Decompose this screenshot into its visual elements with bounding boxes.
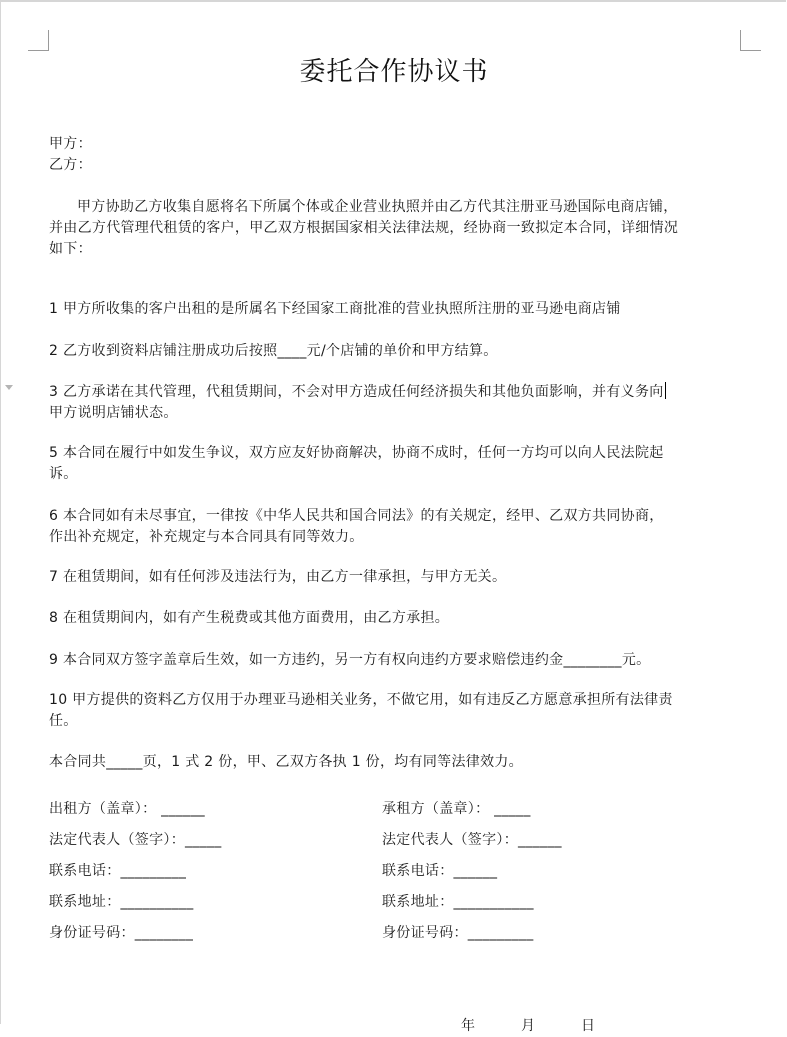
clause-5[interactable] [49, 443, 749, 485]
party-b-label[interactable]: 乙方： [49, 157, 92, 173]
clause-line: 7 在租赁期间，如有任何涉及违法行为，由乙方一律承担，与甲方无关。 [49, 569, 507, 585]
clause-7[interactable] [49, 567, 749, 588]
date-year-label: 年 [461, 1018, 475, 1034]
clause-2[interactable] [49, 341, 749, 362]
copies-statement[interactable]: 本合同共_____页，1 式 2 份，甲、乙双方各执 1 份，均有同等法律效力。 [49, 754, 523, 770]
clause-line: 作出补充规定，补充规定与本合同具有同等效力。 [49, 529, 364, 545]
clause-line-with-caret [49, 382, 749, 403]
clause-line: 6 本合同如有未尽事宜，一律按《中华人民共和国合同法》的有关规定，经甲、乙双方共同协商， [49, 508, 664, 524]
clause-line: 诉。 [49, 466, 78, 482]
date-month-label: 月 [521, 1018, 535, 1034]
lessee-address[interactable]: 联系地址：___________ [382, 894, 534, 910]
date-day-label: 日 [581, 1018, 595, 1034]
clause-10[interactable] [49, 690, 749, 732]
crop-mark-top-left [28, 30, 49, 51]
intro-line: 并由乙方代管理代租赁的客户，甲乙双方根据国家相关法律法规，经协商一致拟定本合同，详细情况 [49, 220, 679, 236]
clause-line: 任。 [49, 713, 78, 729]
lessee-phone[interactable]: 联系电话：______ [382, 863, 498, 879]
lessor-phone[interactable]: 联系电话：_________ [49, 863, 187, 879]
clause-line: 3 乙方承诺在其代管理，代租赁期间，不会对甲方造成任何经济损失和其他负面影响，并有义务向 [49, 384, 664, 400]
lessee-id-number[interactable]: 身份证号码：_________ [382, 925, 534, 941]
party-a-label[interactable]: 甲方： [49, 136, 92, 152]
lessor-address[interactable]: 联系地址：__________ [49, 894, 194, 910]
lessor-seal[interactable]: 出租方（盖章）： ______ [49, 801, 205, 817]
document-title[interactable]: 委托合作协议书 [299, 57, 489, 87]
clause-1[interactable] [49, 299, 749, 320]
clause-6[interactable] [49, 506, 749, 548]
signing-date[interactable] [461, 1016, 641, 1037]
lessor-representative[interactable]: 法定代表人（签字）：_____ [49, 832, 222, 848]
intro-line: 如下： [49, 241, 92, 257]
lessor-id-number[interactable]: 身份证号码：________ [49, 925, 194, 941]
clause-9[interactable] [49, 650, 749, 671]
lessee-representative[interactable]: 法定代表人（签字）：______ [382, 832, 562, 848]
clause-line: 9 本合同双方签字盖章后生效，如一方违约，另一方有权向违约方要求赔偿违约金________元。 [49, 652, 651, 668]
paragraph-marker-icon [5, 385, 13, 390]
clause-line: 8 在租赁期间内，如有产生税费或其他方面费用，由乙方承担。 [49, 610, 450, 626]
clause-line: 10 甲方提供的资料乙方仅用于办理亚马逊相关业务，不做它用，如有违反乙方愿意承担所有法律责 [49, 692, 673, 708]
intro-line: 甲方协助乙方收集自愿将名下所属个体或企业营业执照并由乙方代其注册亚马逊国际电商店铺， [77, 199, 678, 215]
text-cursor [665, 382, 666, 399]
clause-line: 1 甲方所收集的客户出租的是所属名下经国家工商批准的营业执照所注册的亚马逊电商店铺 [49, 301, 621, 317]
crop-mark-top-right [740, 30, 761, 51]
clause-3[interactable] [49, 382, 749, 424]
lessee-seal[interactable]: 承租方（盖章）： _____ [382, 801, 531, 817]
clause-line: 2 乙方收到资料店铺注册成功后按照____元/个店铺的单价和甲方结算。 [49, 343, 498, 359]
clause-line: 5 本合同在履行中如发生争议，双方应友好协商解决，协商不成时，任何一方均可以向人民法院起 [49, 445, 664, 461]
clause-line: 甲方说明店铺状态。 [49, 405, 178, 421]
intro-paragraph[interactable] [49, 197, 749, 260]
clause-8[interactable] [49, 608, 749, 629]
